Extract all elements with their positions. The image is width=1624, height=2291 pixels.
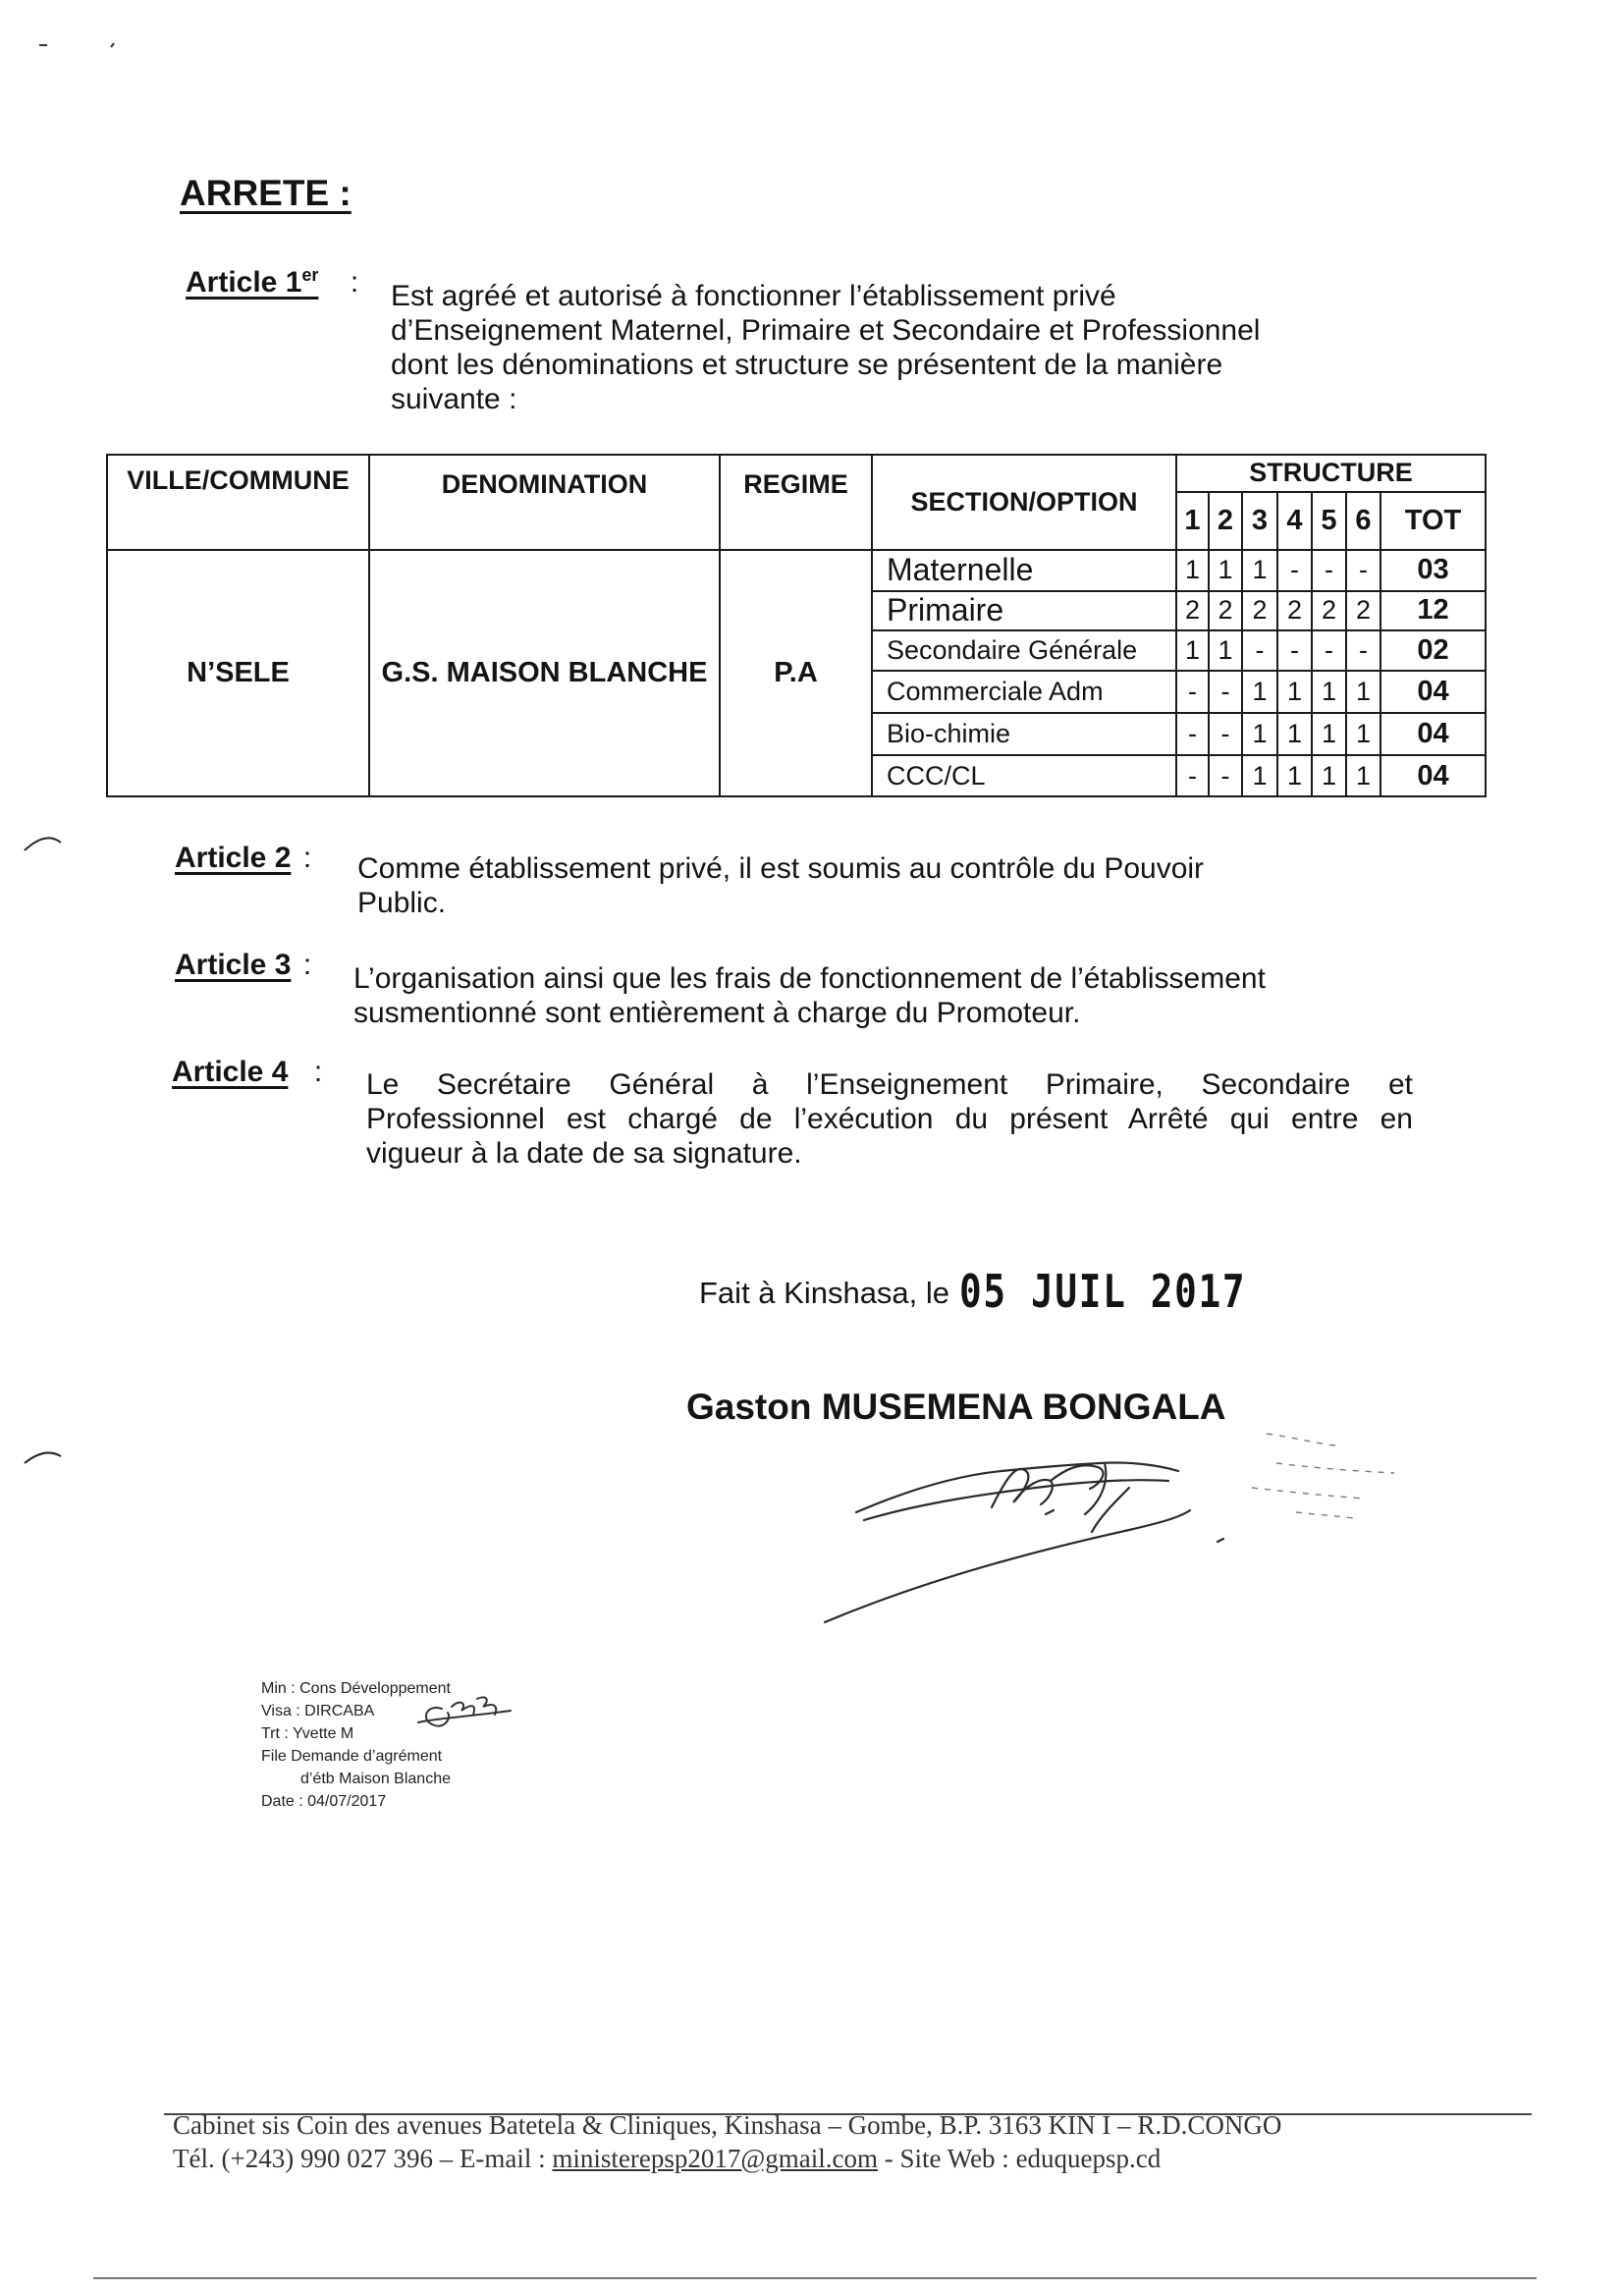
value-cell: - [1209, 671, 1242, 713]
value-cell: - [1277, 550, 1312, 591]
header-section-option: SECTION/OPTION [872, 455, 1176, 550]
header-denomination: DENOMINATION [369, 455, 720, 550]
section-cell: Bio-chimie [872, 713, 1176, 755]
initials-image [412, 1689, 520, 1738]
article-3-label-group [175, 949, 311, 982]
value-cell: 2 [1242, 591, 1277, 630]
place-label: Fait à Kinshasa, le [699, 1276, 950, 1310]
article-3-label: Article 3 [175, 949, 292, 981]
value-cell: - [1176, 755, 1209, 796]
value-cell: - [1346, 550, 1380, 591]
value-cell: - [1176, 713, 1209, 755]
value-cell: 1 [1176, 550, 1209, 591]
article-2-label: Article 2 [175, 842, 292, 874]
value-cell: 1 [1277, 671, 1312, 713]
header-col: 5 [1312, 492, 1346, 550]
value-cell: - [1176, 671, 1209, 713]
value-cell: 2 [1312, 591, 1346, 630]
value-cell: 1 [1346, 755, 1380, 796]
ref-file-2: d’étb Maison Blanche [300, 1771, 451, 1787]
header-col: 1 [1176, 492, 1209, 550]
value-cell: - [1346, 630, 1380, 672]
value-cell: 1 [1277, 755, 1312, 796]
footer-contact [173, 2142, 1410, 2175]
value-cell: - [1312, 550, 1346, 591]
signer-name: Gaston MUSEMENA BONGALA [686, 1387, 1226, 1427]
denomination-cell: G.S. MAISON BLANCHE [369, 550, 720, 796]
article-1-colon: : [350, 266, 359, 299]
article-3-text [353, 961, 1394, 1030]
article-1-label: Article 1er [186, 265, 319, 299]
value-cell: - [1312, 630, 1346, 672]
header-col: 3 [1242, 492, 1277, 550]
section-cell: CCC/CL [872, 755, 1176, 796]
bottom-rule [93, 2277, 1537, 2279]
structure-table [106, 454, 1487, 797]
article-1-text [391, 279, 1382, 416]
section-cell: Secondaire Générale [872, 630, 1176, 672]
article-3-line: L’organisation ainsi que les frais de fonctionnement de l’établissement [353, 962, 1266, 995]
tot-cell: 04 [1380, 755, 1486, 796]
header-col-tot: TOT [1380, 492, 1486, 550]
article-1-line: Est agréé et autorisé à fonctionner l’établissement privé [391, 280, 1116, 312]
place-date-line [699, 1265, 1309, 1318]
article-4-label: Article 4 [172, 1056, 289, 1088]
ref-file: File Demande d’agrément [261, 1748, 443, 1765]
value-cell: 1 [1242, 671, 1277, 713]
header-structure: STRUCTURE [1176, 455, 1486, 492]
value-cell: - [1242, 630, 1277, 672]
regime-cell: P.A [720, 550, 872, 796]
footer-website: - Site Web : eduquepsp.cd [878, 2144, 1162, 2173]
value-cell: 1 [1346, 713, 1380, 755]
article-2-line: Public. [357, 887, 447, 919]
article-1-line: dont les dénominations et structure se présentent de la manière [391, 349, 1223, 381]
article-2-label-group [175, 842, 311, 875]
value-cell: 2 [1277, 591, 1312, 630]
value-cell: 1 [1242, 550, 1277, 591]
article-4-line: Le Secrétaire Général à l’Enseignement Primaire, Secondaire et [366, 1068, 1413, 1101]
value-cell: 2 [1209, 591, 1242, 630]
article-1-line: suivante : [391, 383, 517, 415]
footer-email[interactable]: ministerepsp2017@gmail.com [552, 2144, 878, 2173]
value-cell: 1 [1209, 630, 1242, 672]
footer-address: Cabinet sis Coin des avenues Batetela & Cliniques, Kinshasa – Gombe, B.P. 3163 KIN I – R.D.CONGO [173, 2110, 1282, 2140]
value-cell: 1 [1277, 713, 1312, 755]
article-4-line: Professionnel est chargé de l’exécution du présent Arrêté qui entre en [366, 1103, 1413, 1135]
ville-cell: N’SELE [107, 550, 369, 796]
article-3-colon: : [302, 949, 312, 981]
header-regime: REGIME [720, 455, 872, 550]
article-4-text [366, 1067, 1413, 1171]
footer [173, 2108, 1410, 2175]
article-2-colon: : [302, 842, 312, 874]
value-cell: 1 [1312, 755, 1346, 796]
value-cell: 1 [1312, 713, 1346, 755]
value-cell: 2 [1176, 591, 1209, 630]
section-cell: Maternelle [872, 550, 1176, 591]
article-2-line: Comme établissement privé, il est soumis au contrôle du Pouvoir [357, 852, 1205, 885]
date-stamp: 05 JUIL 2017 [959, 1265, 1247, 1318]
header-ville-commune: VILLE/COMMUNE [107, 455, 369, 550]
value-cell: 1 [1242, 755, 1277, 796]
tot-cell: 12 [1380, 591, 1486, 630]
section-cell: Commerciale Adm [872, 671, 1176, 713]
header-col: 2 [1209, 492, 1242, 550]
article-2-text [357, 851, 1339, 920]
value-cell: - [1277, 630, 1312, 672]
table-row [107, 550, 1486, 591]
article-1-line: d’Enseignement Maternel, Primaire et Secondaire et Professionnel [391, 314, 1261, 347]
header-col: 4 [1277, 492, 1312, 550]
ref-visa: Visa : DIRCABA [261, 1703, 375, 1719]
value-cell: 1 [1312, 671, 1346, 713]
ref-trt: Trt : Yvette M [261, 1725, 354, 1742]
decree-heading: ARRETE : [180, 173, 352, 213]
ref-min: Min : Cons Développement [261, 1680, 451, 1697]
article-4-line: vigueur à la date de sa signature. [366, 1137, 802, 1170]
value-cell: - [1209, 713, 1242, 755]
article-4-colon: : [313, 1056, 323, 1088]
tot-cell: 02 [1380, 630, 1486, 672]
signature-image [805, 1394, 1453, 1640]
tot-cell: 03 [1380, 550, 1486, 591]
article-1-label-group [186, 265, 358, 300]
value-cell: - [1209, 755, 1242, 796]
section-cell: Primaire [872, 591, 1176, 630]
value-cell: 1 [1176, 630, 1209, 672]
article-3-line: susmentionné sont entièrement à charge du Promoteur. [353, 997, 1081, 1029]
value-cell: 2 [1346, 591, 1380, 630]
tot-cell: 04 [1380, 713, 1486, 755]
value-cell: 1 [1209, 550, 1242, 591]
article-4-label-group [172, 1056, 322, 1089]
header-col: 6 [1346, 492, 1380, 550]
footer-phone: Tél. (+243) 990 027 396 – E-mail : [173, 2144, 553, 2173]
value-cell: 1 [1242, 713, 1277, 755]
value-cell: 1 [1346, 671, 1380, 713]
tot-cell: 04 [1380, 671, 1486, 713]
ref-date: Date : 04/07/2017 [261, 1793, 387, 1810]
